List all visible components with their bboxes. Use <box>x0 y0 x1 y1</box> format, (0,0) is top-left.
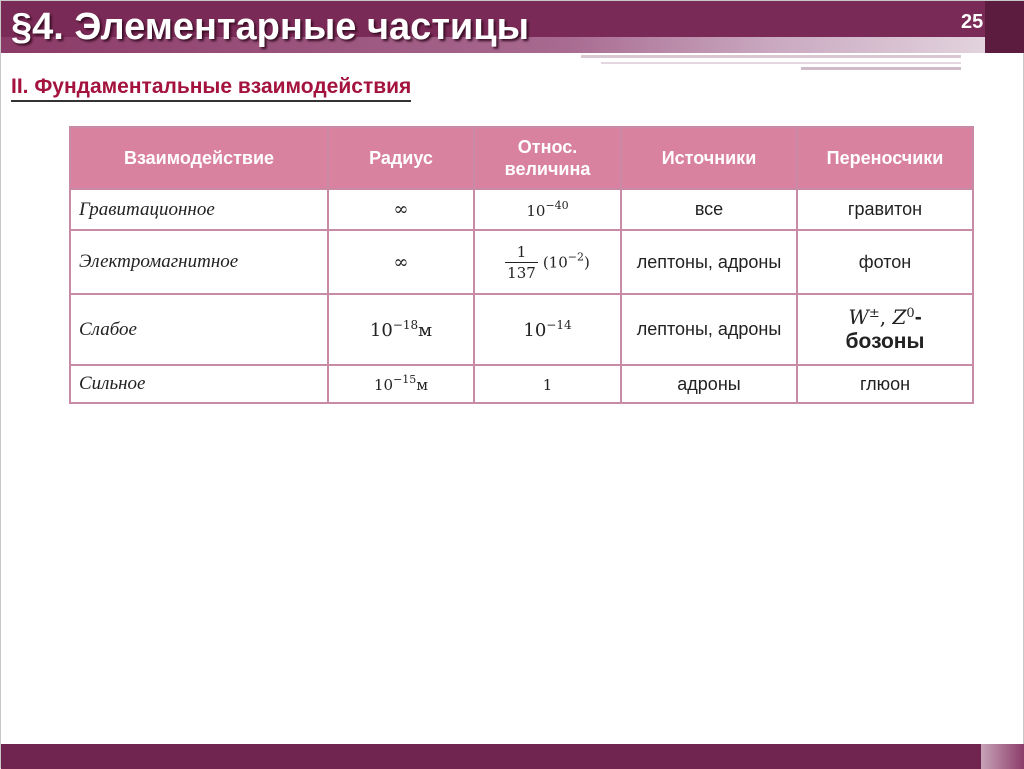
header-radius: Радиус <box>328 127 474 189</box>
slide-number: 25 <box>961 11 984 33</box>
table-row <box>70 365 973 403</box>
value-exponent: −2 <box>567 249 584 263</box>
carrier-separator: , <box>879 305 893 329</box>
decorative-line <box>601 62 961 64</box>
cell-carriers: глюон <box>797 365 973 403</box>
interactions-table <box>69 126 974 404</box>
radius-exponent: −15 <box>393 373 417 386</box>
cell-carriers <box>797 294 973 365</box>
carrier-w: W <box>848 305 869 329</box>
radius-exponent: −18 <box>392 318 419 332</box>
cell-interaction: Гравитационное <box>70 189 328 230</box>
cell-relative-value <box>474 365 621 403</box>
decorative-lines <box>561 55 981 73</box>
cell-relative-value <box>474 189 621 230</box>
cell-sources: лептоны, адроны <box>621 294 797 365</box>
header-relative-value-text: Относ. величина <box>504 137 591 179</box>
carrier-z: Z <box>892 305 907 329</box>
value-paren-close: ) <box>583 252 590 271</box>
bottom-bar <box>1 744 1024 769</box>
cell-sources: лептоны, адроны <box>621 230 797 294</box>
slide-title: §4. Элементарные частицы <box>11 6 530 48</box>
cell-radius <box>328 189 474 230</box>
radius-unit: м <box>418 320 433 341</box>
radius-value: ∞ <box>393 199 409 220</box>
value-base: 10 <box>523 320 547 341</box>
cell-relative-value <box>474 230 621 294</box>
value-exponent: −14 <box>546 318 572 332</box>
cell-carriers: фотон <box>797 230 973 294</box>
carrier-bosons-label: бозоны <box>845 330 925 353</box>
cell-interaction: Сильное <box>70 365 328 403</box>
decorative-line <box>801 67 961 70</box>
value-base: 1 <box>542 375 553 394</box>
radius-unit: м <box>416 376 428 394</box>
carrier-suffix: - <box>914 306 922 329</box>
fraction <box>505 242 538 283</box>
header-carriers: Переносчики <box>797 127 973 189</box>
decorative-line <box>581 55 961 58</box>
value-paren-open: (10 <box>542 252 568 271</box>
fraction-denominator: 137 <box>507 263 536 282</box>
header-relative-value <box>474 127 621 189</box>
cell-interaction: Слабое <box>70 294 328 365</box>
cell-radius <box>328 365 474 403</box>
radius-base: 10 <box>369 320 393 341</box>
header-sources: Источники <box>621 127 797 189</box>
value-base: 10 <box>526 201 546 220</box>
cell-carriers: гравитон <box>797 189 973 230</box>
title-bar <box>1 1 1024 53</box>
cell-radius <box>328 294 474 365</box>
radius-base: 10 <box>374 376 394 394</box>
carrier-z-charge: 0 <box>906 306 915 321</box>
value-exponent: −40 <box>545 198 569 212</box>
cell-interaction: Электромагнитное <box>70 230 328 294</box>
bottom-bar-end <box>981 744 1024 769</box>
carrier-w-charge: ± <box>868 306 880 321</box>
cell-sources: все <box>621 189 797 230</box>
table-row <box>70 294 973 365</box>
cell-relative-value <box>474 294 621 365</box>
header-interaction: Взаимодействие <box>70 127 328 189</box>
title-right-block <box>985 1 1024 53</box>
table-row <box>70 230 973 294</box>
cell-radius <box>328 230 474 294</box>
section-heading: II. Фундаментальные взаимодействия <box>11 75 411 102</box>
fraction-numerator: 1 <box>505 242 538 263</box>
table-row <box>70 189 973 230</box>
cell-sources: адроны <box>621 365 797 403</box>
radius-value: ∞ <box>393 251 409 273</box>
table-header-row <box>70 127 973 189</box>
